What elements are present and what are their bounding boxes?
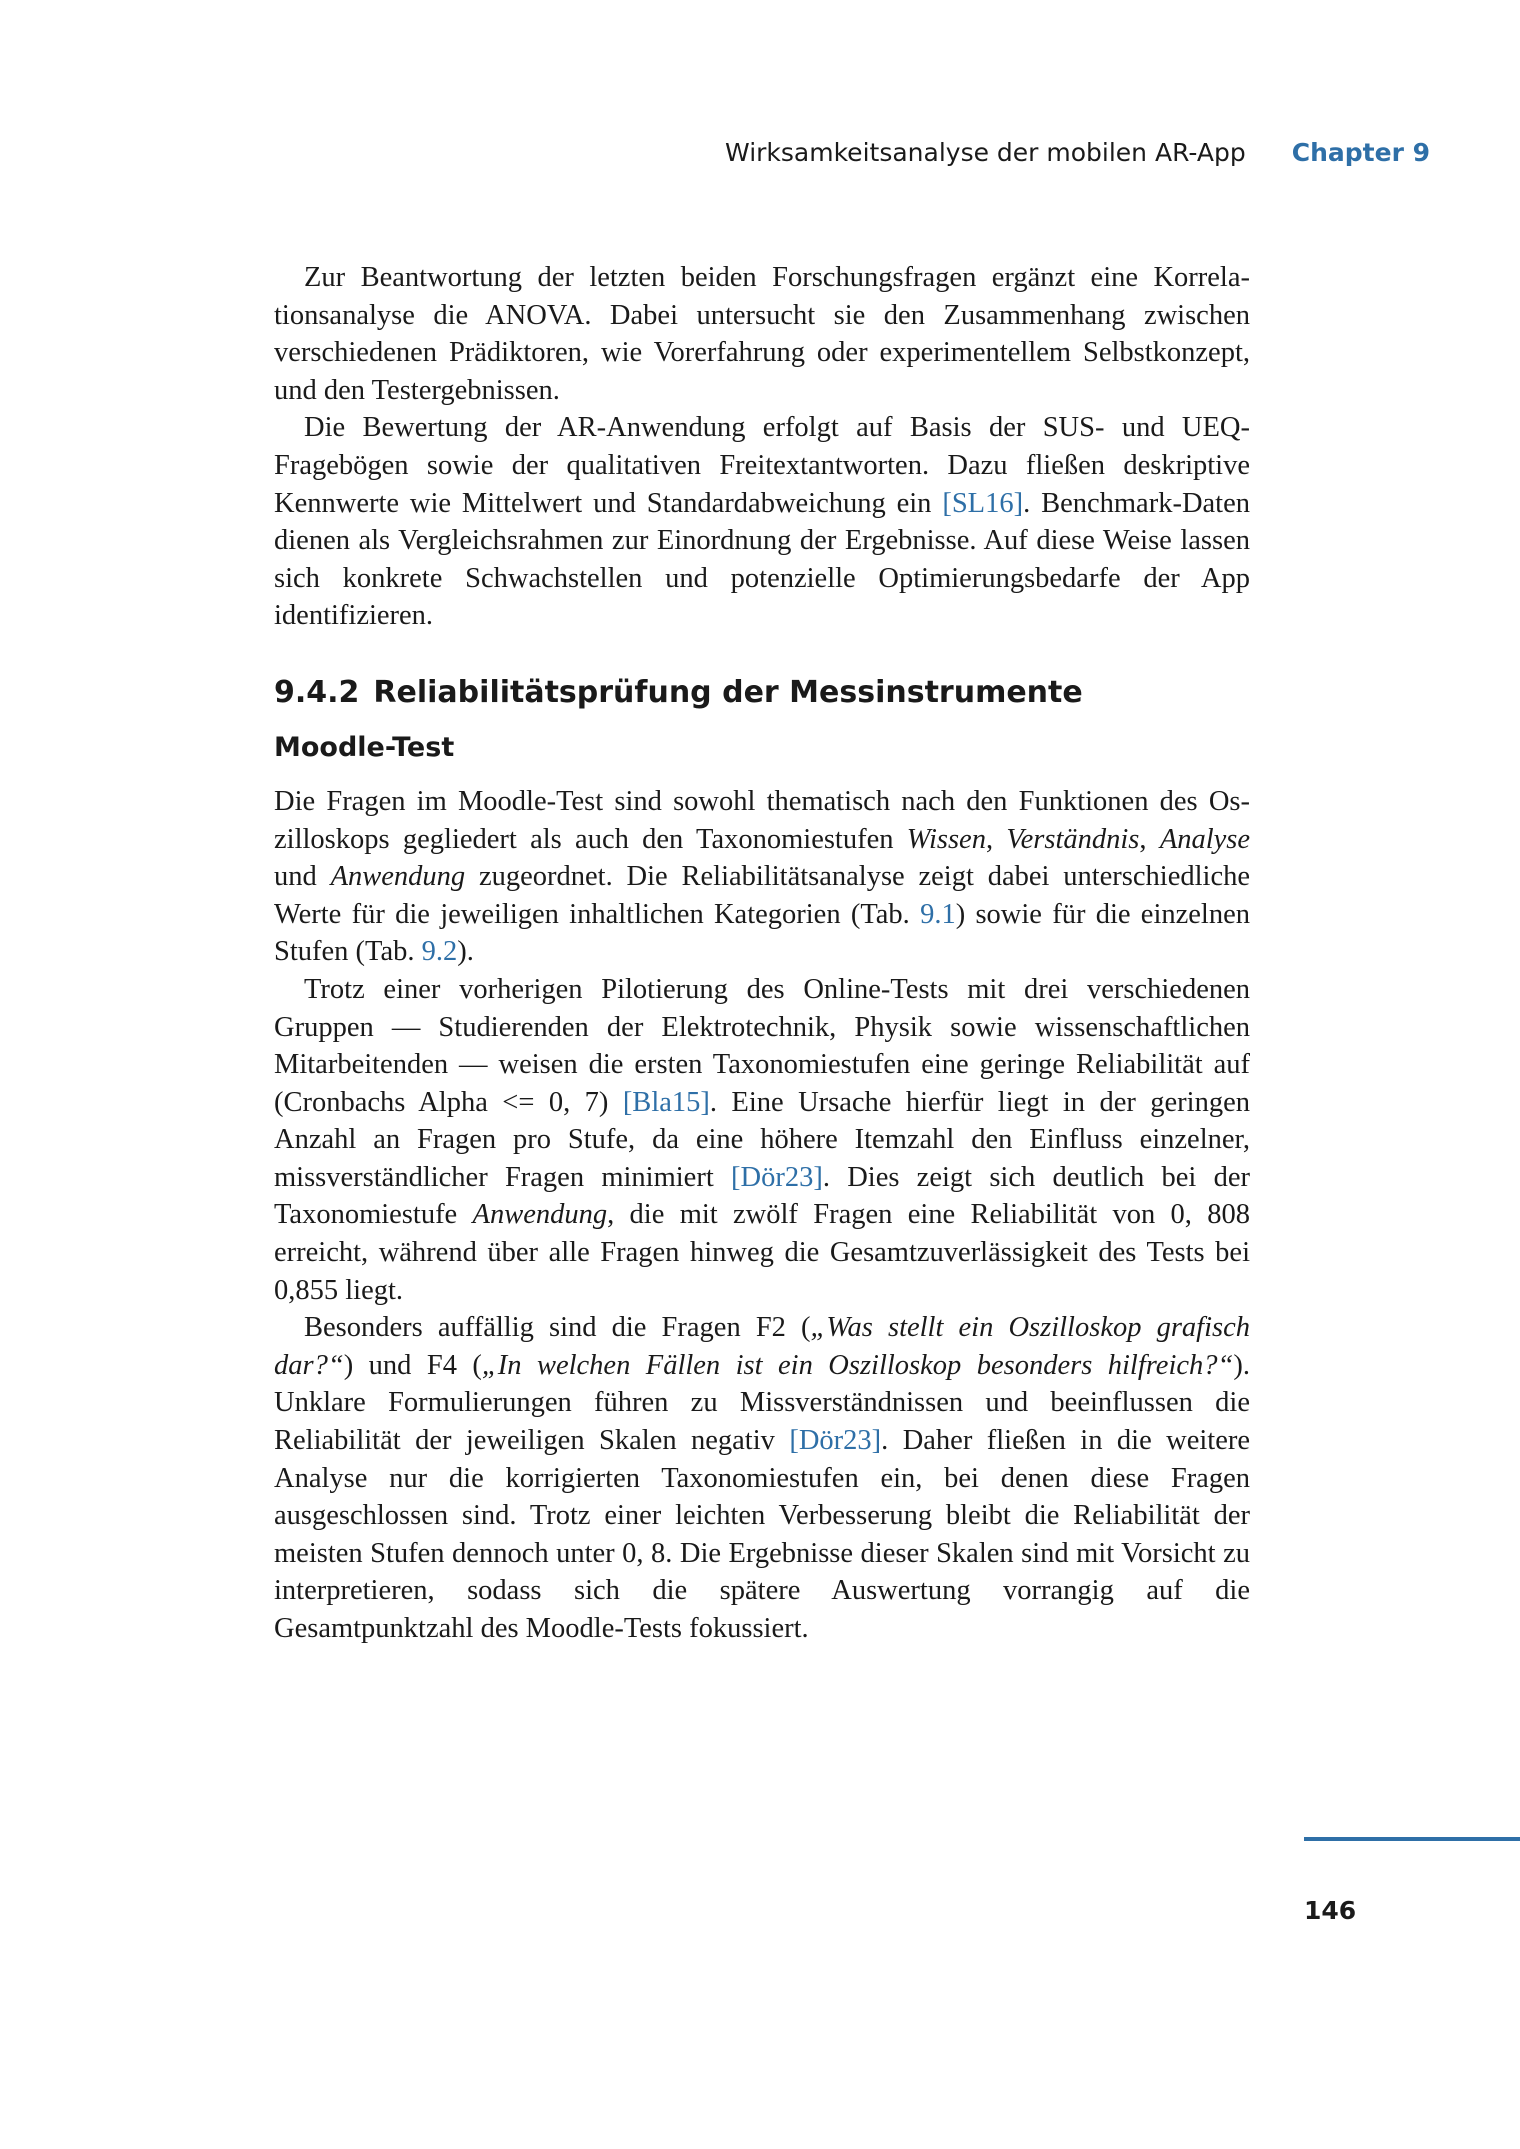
paragraph — [274, 259, 1250, 409]
paragraph-text: Die Bewertung der AR-Anwendung erfolgt auf Basis der SUS- und UEQ-Fragebögen sowie der qualitativen Freitextantworten. Dazu fließen deskriptive Kennwerte wie Mittelwert und Standardabweichung ein — [274, 412, 1250, 519]
emphasis-text: Anwendung — [472, 1199, 608, 1231]
emphasis-text: Wissen — [906, 823, 986, 855]
citation-link[interactable]: [Bla15] — [622, 1086, 710, 1118]
section-title: Reliabilitätsprüfung der Messinstrumente — [373, 674, 1083, 710]
paragraph — [274, 783, 1250, 971]
paragraph-text: Zur Beantwortung der letzten beiden Forschungsfragen ergänzt eine Korrelationsanalyse die ANOVA. Dabei untersucht sie den Zusammenhang zwischen verschiedenen Prädiktoren, wie Vorerfahrung oder experimentellem Selbstkonzept, und den Testergebnissen. — [274, 262, 1250, 406]
running-header-chapter: Chapter 9 — [1291, 138, 1430, 167]
table-reference-link[interactable]: 9.2 — [421, 936, 458, 968]
paragraph-text: , die mit zwölf Fragen eine Reliabilität von 0, 808 erreicht, während über alle Fragen hinweg die Gesamtzuverlässigkeit des Tests bei 0,855 liegt. — [274, 1199, 1250, 1306]
paragraph-text: ) und F4 ( — [343, 1349, 482, 1381]
emphasis-text: „Was stellt ein Oszilloskop grafisch dar?“ — [274, 1312, 1251, 1381]
paragraph-text: Trotz einer vorherigen Pilotierung des Online-Tests mit drei verschiedenen Gruppen — Studierenden der Elektrotechnik, Physik sowie wissenschaftlichen Mitarbeitenden — weisen die ersten Taxonomiestufen eine geringe Reliabilität auf (Cronbachs Alpha <= 0, 7) — [274, 973, 1250, 1118]
running-header-title: Wirksamkeitsanalyse der mobilen AR-App — [725, 138, 1246, 167]
paragraph-text: Die Fragen im Moodle-Test sind sowohl thematisch nach den Funktionen des Oszilloskops gegliedert als auch den Taxonomiestufen — [274, 785, 1250, 855]
section-number: 9.4.2 — [274, 674, 360, 710]
paragraph — [274, 971, 1250, 1309]
emphasis-text: Anwendung — [330, 861, 466, 893]
footer-rule — [1304, 1837, 1520, 1841]
paragraph-text: und — [274, 861, 331, 893]
citation-link[interactable]: [Dör23] — [789, 1425, 882, 1457]
separator-text: , — [1139, 823, 1160, 855]
running-header — [0, 135, 1430, 171]
separator-text: , — [985, 823, 1007, 855]
paragraph-text: Besonders auffällig sind die Fragen F2 ( — [304, 1312, 811, 1344]
paragraph-text: ). Unklare Formulierungen führen zu Missverständnissen und beeinflussen die Reliabilität der jeweiligen Skalen negativ — [274, 1349, 1250, 1457]
citation-link[interactable]: [Dör23] — [731, 1161, 823, 1193]
paragraph-text: . Daher fließen in die weitere Analyse nur die korrigierten Taxonomiestufen ein, bei denen diese Fragen ausgeschlossen sind. Trotz einer leichten Verbesserung bleibt die Reliabilität der meisten Stufen dennoch unter 0, 8. Die Ergebnisse dieser Skalen sind mit Vorsicht zu interpretieren, sodass sich die spätere Auswertung vorrangig auf die Gesamtpunktzahl des Moodle-Tests fokussiert. — [274, 1425, 1250, 1644]
paragraph-text: . Benchmark-Daten dienen als Vergleichsrahmen zur Einordnung der Ergebnisse. Auf diese Weise lassen sich konkrete Schwachstellen und potenzielle Optimierungsbedarfe der App identifizieren. — [274, 487, 1250, 632]
page-content — [274, 259, 1250, 1648]
emphasis-text: Verständnis — [1006, 823, 1140, 855]
paragraph-text: ). — [457, 936, 474, 968]
table-reference-link[interactable]: 9.1 — [920, 898, 956, 930]
paragraph-text: . Dies zeigt sich deutlich bei der Taxonomiestufe — [274, 1161, 1250, 1231]
paragraph — [274, 1309, 1250, 1647]
citation-link[interactable]: [SL16] — [942, 487, 1024, 519]
page-number: 146 — [1304, 1896, 1357, 1925]
emphasis-text: „In welchen Fällen ist ein Oszilloskop besonders hilfreich?“ — [481, 1349, 1234, 1381]
paragraph-text: zugeordnet. Die Reliabilitätsanalyse zeigt dabei unterschiedliche Werte für die jeweiligen inhaltlichen Kategorien (Tab. — [274, 861, 1250, 930]
subsection-heading: Moodle-Test — [274, 731, 455, 763]
emphasis-text: Analyse — [1159, 823, 1251, 855]
paragraph-text: . Eine Ursache hierfür liegt in der geringen Anzahl an Fragen pro Stufe, da eine höhere Itemzahl den Einfluss einzelner, missverständlicher Fragen minimiert — [274, 1086, 1250, 1193]
section-heading — [274, 673, 1250, 713]
paragraph — [274, 409, 1250, 635]
paragraph-text: ) sowie für die einzelnen Stufen (Tab. — [274, 898, 1250, 968]
